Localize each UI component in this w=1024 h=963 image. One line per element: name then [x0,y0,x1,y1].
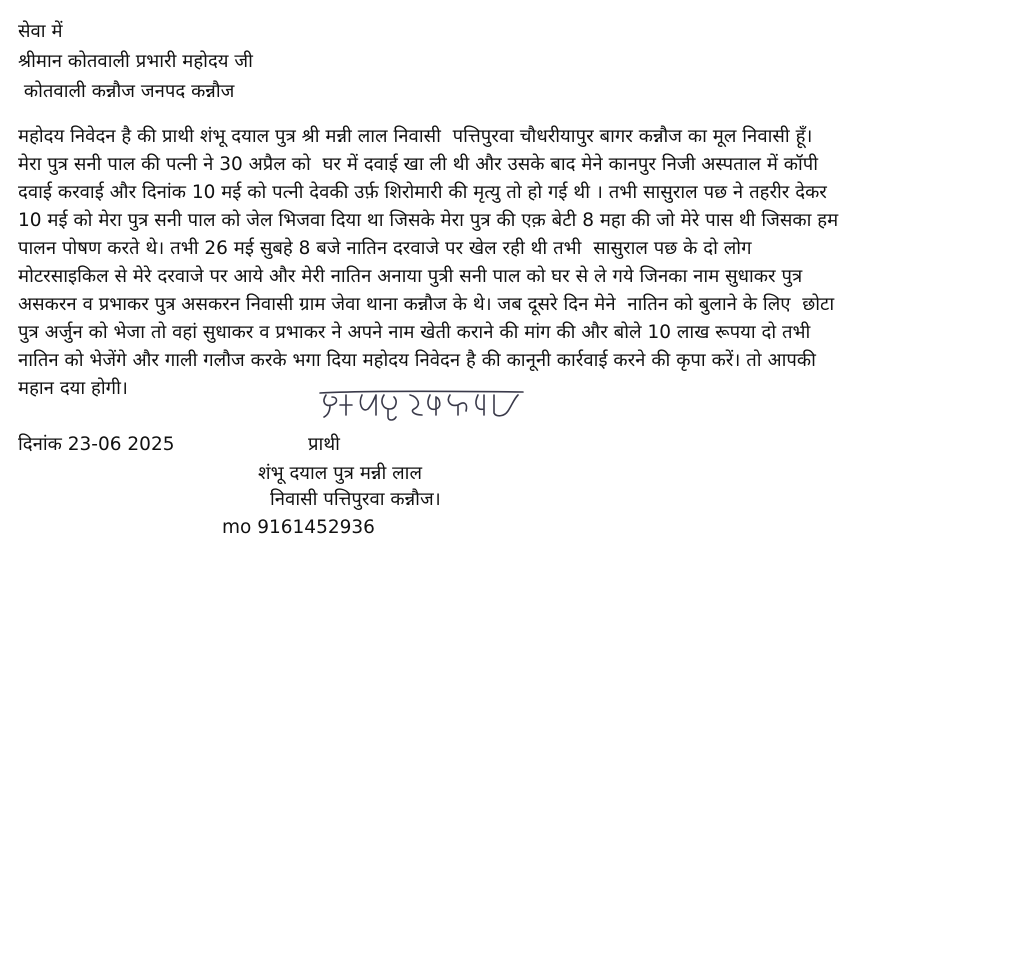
handwritten-signature [318,383,528,423]
body-line: महोदय निवेदन है की प्राथी शंभू दयाल पुत्र श्री मन्नी लाल निवासी पत्तिपुरवा चौधरीयापुर बागर कन्नौज का मूल निवासी हूँ। [18,126,813,147]
body-line: 10 मई को मेरा पुत्र सनी पाल को जेल भिजवा दिया था जिसके मेरा पुत्र की एक़ बेटी 8 महा की जो मेरे पास थी जिसका हम [18,210,839,231]
body-line: पुत्र अर्जुन को भेजा तो वहां सुधाकर व प्रभाकर ने अपने नाम खेती कराने की मांग की और बोले 10 लाख रूपया दो तभी [18,322,811,343]
body-line: मोटरसाइकिल से मेरे दरवाजे पर आये और मेरी नातिन अनाया पुत्री सनी पाल को घर से ले गये जिनका नाम सुधाकर पुत्र [18,266,803,287]
body-line: महान दया होगी। [18,378,128,399]
recipient-office: कोतवाली कन्नौज जनपद कन्नौज [18,81,235,102]
recipient-title: श्रीमान कोतवाली प्रभारी महोदय जी [18,51,253,72]
letter-date: दिनांक 23-06 2025 [18,434,175,455]
body-line: मेरा पुत्र सनी पाल की पत्नी ने 30 अप्रैल को घर में दवाई खा ली थी और उसके बाद मेने कानपुर निजी अस्पताल में कॉपी [18,154,819,175]
body-line: पालन पोषण करते थे। तभी 26 मई सुबहे 8 बजे नातिन दरवाजे पर खेल रही थी तभी सासुराल पछ के दो लोग [18,238,752,259]
applicant-name: शंभू दयाल पुत्र मन्नी लाल [258,463,422,484]
salutation-line: सेवा में [18,21,63,42]
body-line: दवाई करवाई और दिनांक 10 मई को पत्नी देवकी उर्फ़ शिरोमारी की मृत्यु तो हो गई थी । तभी सासुराल पछ ने तहरीर देकर [18,182,827,203]
body-line: असकरन व प्रभाकर पुत्र असकरन निवासी ग्राम जेवा थाना कन्नौज के थे। जब दूसरे दिन मेने नातिन को बुलाने के लिए छोटा [18,294,835,315]
signature-text: शम्भू दयाल [318,383,323,384]
applicant-label: प्राथी [308,434,340,455]
applicant-mobile: mo 9161452936 [222,517,375,538]
applicant-address: निवासी पत्तिपुरवा कन्नौज। [270,489,441,510]
body-line: नातिन को भेजेंगे और गाली गलौज करके भगा दिया महोदय निवेदन है की कानूनी कार्रवाई करने की कृपा करें। तो आपकी [18,350,816,371]
